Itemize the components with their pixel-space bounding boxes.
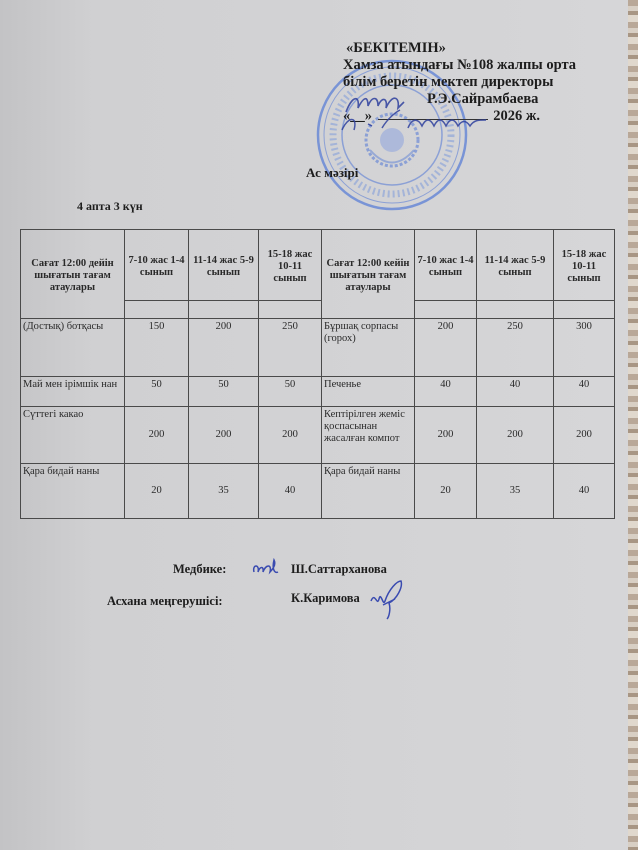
dish-pm: Бұршақ сорпасы (горох)	[322, 319, 415, 377]
header-age-group: 15-18 жас 10-11 сынып	[259, 230, 322, 301]
dish-pm: Кептірілген жеміс қоспасынан жасалған компот	[322, 407, 415, 464]
portion-pm: 200	[415, 407, 477, 464]
header-age-group: 15-18 жас 10-11 сынып	[554, 230, 615, 301]
table-row	[21, 377, 615, 407]
portion-pm: 200	[477, 407, 554, 464]
header-age-group: 7-10 жас 1-4 сынып	[415, 230, 477, 301]
approval-heading: «БЕКІТЕМІН»	[346, 40, 446, 56]
dish-am: Сүттегі какао	[21, 407, 125, 464]
portion-am: 20	[125, 464, 189, 519]
portion-am: 35	[189, 464, 259, 519]
page-title: Ас мәзірі	[306, 165, 359, 180]
portion-am: 250	[259, 319, 322, 377]
portion-am: 200	[189, 319, 259, 377]
portion-am: 150	[125, 319, 189, 377]
portion-am: 50	[125, 377, 189, 407]
portion-am: 50	[259, 377, 322, 407]
director-name: Р.Э.Сайрамбаева	[427, 91, 539, 107]
empty-cell	[189, 301, 259, 319]
portion-pm: 300	[554, 319, 615, 377]
table-row	[21, 464, 615, 519]
portion-pm: 40	[415, 377, 477, 407]
portion-pm: 35	[477, 464, 554, 519]
canteen-manager-label: Асхана меңгерушісі:	[107, 594, 223, 608]
header-row	[21, 230, 615, 301]
table-row	[21, 407, 615, 464]
header-after-noon: Сағат 12:00 кейін шығатын тағам атаулары	[322, 230, 415, 319]
dish-am: Май мен ірімшік нан	[21, 377, 125, 407]
portion-pm: 20	[415, 464, 477, 519]
portion-pm: 200	[554, 407, 615, 464]
week-day-label: 4 апта 3 күн	[77, 199, 143, 213]
empty-cell	[125, 301, 189, 319]
canteen-manager-signature-icon	[367, 577, 407, 622]
header-age-group: 11-14 жас 5-9 сынып	[477, 230, 554, 301]
portion-am: 50	[189, 377, 259, 407]
header-age-group: 11-14 жас 5-9 сынып	[189, 230, 259, 301]
portion-pm: 40	[554, 377, 615, 407]
empty-cell	[415, 301, 477, 319]
approval-school-line: Хамза атындағы №108 жалпы орта	[343, 57, 577, 73]
dish-am: Қара бидай наны	[21, 464, 125, 519]
table-surface	[628, 0, 638, 850]
date-year: 2026 ж.	[493, 108, 541, 124]
menu-table	[20, 229, 615, 519]
nurse-label: Медбике:	[173, 562, 227, 576]
portion-am: 40	[259, 464, 322, 519]
date-day: «__»	[343, 108, 372, 124]
portion-pm: 250	[477, 319, 554, 377]
table-row	[21, 319, 615, 377]
portion-am: 200	[189, 407, 259, 464]
canteen-manager-name: К.Каримова	[291, 591, 360, 605]
portion-pm: 200	[415, 319, 477, 377]
dish-pm: Қара бидай наны	[322, 464, 415, 519]
portion-am: 200	[259, 407, 322, 464]
portion-pm: 40	[554, 464, 615, 519]
header-age-group: 7-10 жас 1-4 сынып	[125, 230, 189, 301]
portion-am: 200	[125, 407, 189, 464]
empty-cell	[477, 301, 554, 319]
nurse-name: Ш.Саттарханова	[291, 562, 387, 576]
header-before-noon: Сағат 12:00 дейін шығатын тағам атаулары	[21, 230, 125, 319]
approval-director-line: білім беретін мектеп директоры	[343, 74, 554, 90]
dish-pm: Печенье	[322, 377, 415, 407]
empty-cell	[259, 301, 322, 319]
dish-am: (Достық) ботқасы	[21, 319, 125, 377]
portion-pm: 40	[477, 377, 554, 407]
empty-cell	[554, 301, 615, 319]
director-signature-icon	[338, 90, 508, 135]
nurse-signature-icon	[250, 558, 282, 580]
